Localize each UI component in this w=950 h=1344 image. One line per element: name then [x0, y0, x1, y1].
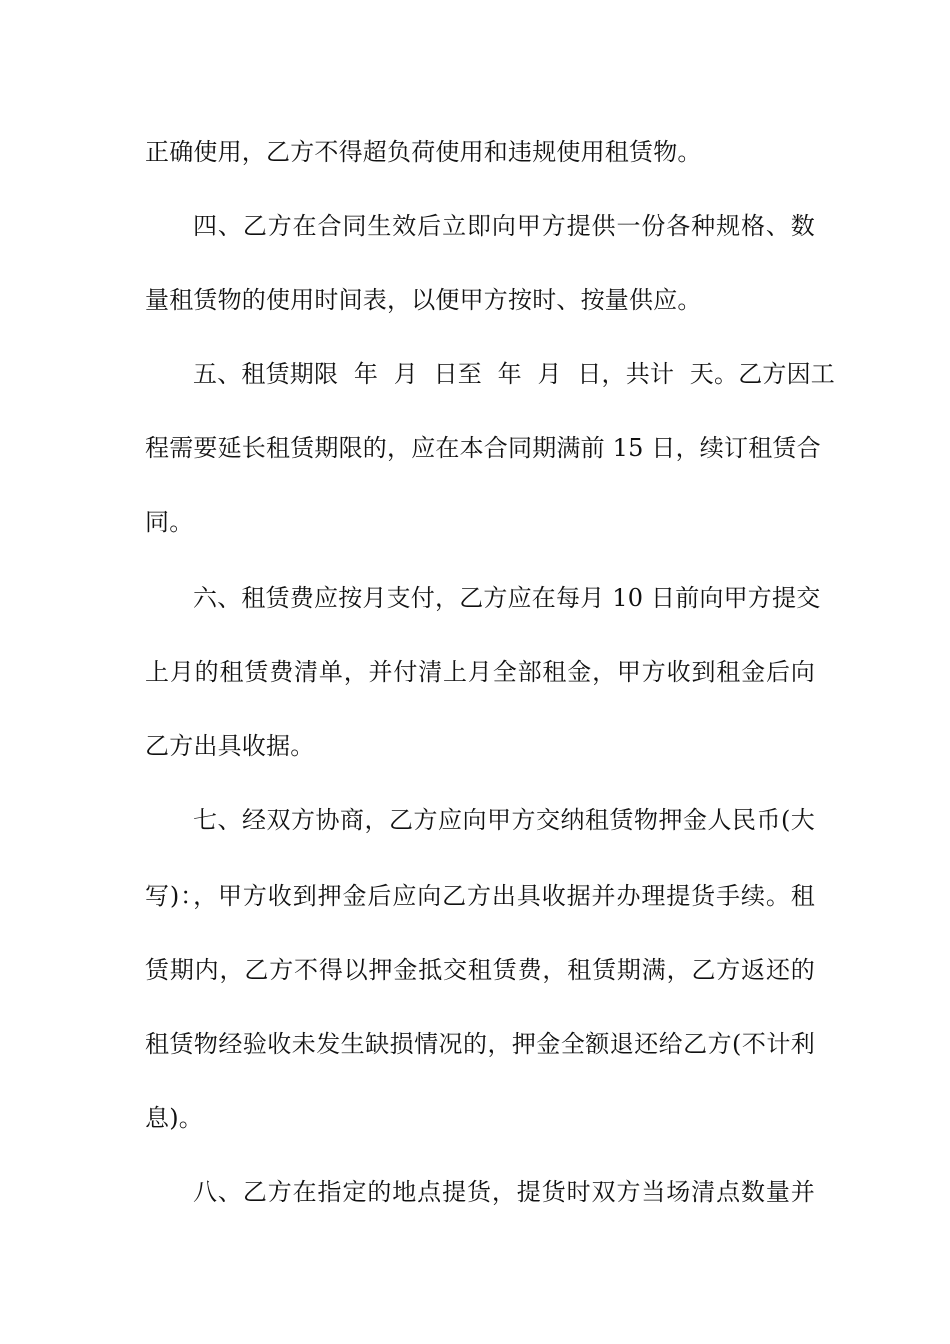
text-line: 写)：，甲方收到押金后应向乙方出具收据并办理提货手续。租	[145, 882, 815, 910]
text-line: 五、租赁期限 年 月 日至 年 月 日，共计 天。乙方因工	[193, 360, 836, 388]
text-line: 息)。	[145, 1104, 203, 1132]
text-line: 正确使用，乙方不得超负荷使用和违规使用租赁物。	[145, 138, 702, 166]
text-line: 六、租赁费应按月支付，乙方应在每月 10 日前向甲方提交	[193, 584, 821, 612]
text-line: 七、经双方协商，乙方应向甲方交纳租赁物押金人民币(大	[193, 806, 815, 834]
text-line: 乙方出具收据。	[145, 732, 315, 760]
text-line: 四、乙方在合同生效后立即向甲方提供一份各种规格、数	[193, 212, 815, 240]
text-line: 程需要延长租赁期限的，应在本合同期满前 15 日，续订租赁合	[145, 434, 821, 462]
text-line: 八、乙方在指定的地点提货，提货时双方当场清点数量并	[193, 1178, 815, 1206]
text-line: 上月的租赁费清单，并付清上月全部租金，甲方收到租金后向	[145, 658, 815, 686]
text-line: 同。	[145, 508, 194, 536]
text-line: 赁期内，乙方不得以押金抵交租赁费，租赁期满，乙方返还的	[145, 956, 815, 984]
text-line: 租赁物经验收未发生缺损情况的，押金全额退还给乙方(不计利	[145, 1030, 815, 1058]
text-line: 量租赁物的使用时间表，以便甲方按时、按量供应。	[145, 286, 702, 314]
